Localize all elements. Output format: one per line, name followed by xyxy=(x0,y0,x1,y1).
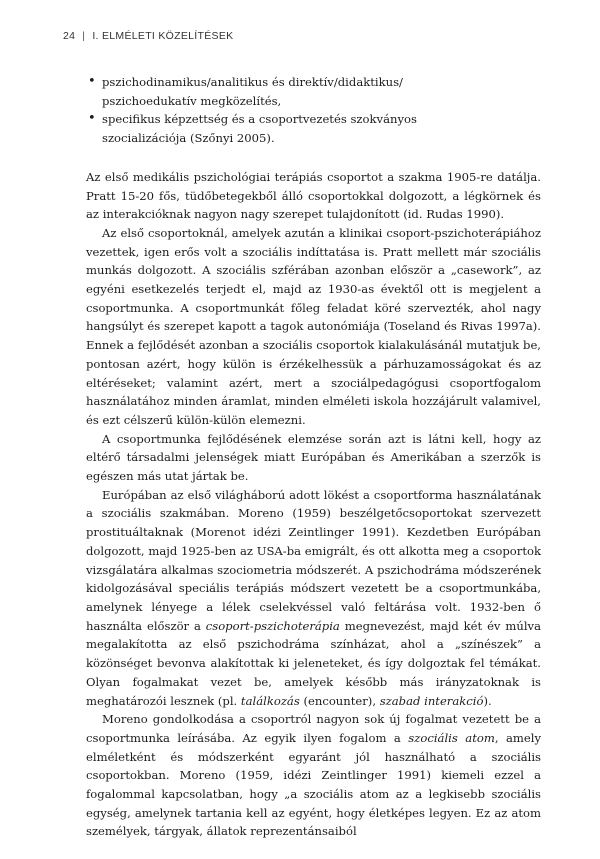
text-run: A csoportmunka fejlődésének elemzése során azt is látni kell, hogy az eltérő társadalmi jelenségek miatt Európában és Amerikában a szerzők is egészen más utat jártak be. xyxy=(86,431,541,484)
text-run: (encounter), xyxy=(299,693,380,708)
paragraph xyxy=(86,486,541,710)
chapter-title: I. ELMÉLETI KÖZELÍTÉSEK xyxy=(92,30,234,42)
text-run: ). xyxy=(483,693,492,708)
italic-term: csoport-pszichoterápia xyxy=(205,618,340,633)
text-run: Az első medikális pszichológiai terápiás csoportot a szakma 1905-re datálja. Pratt 15-20 fős, tüdőbetegekből álló csoportokkal dolgozott, a légkörnek és az interakcióknak nagyon nagy szerepet tulajdonított (id. Rudas 1990). xyxy=(86,169,541,222)
bullet-list xyxy=(86,73,541,148)
list-item: • specifikus képzettség és a csoportvezetés szokványos szocializációja (Szőnyi 2005). xyxy=(86,110,541,147)
paragraph xyxy=(86,710,541,841)
header-separator: | xyxy=(82,30,86,42)
italic-term: szociális atom xyxy=(408,730,495,745)
text-run: Az első csoportoknál, amelyek azután a klinikai csoport-pszichoterápiához vezettek, igen erős volt a szociális indíttatása is. Pratt mellett már szociális munkás dolgozott. A szociális szférában azonban először a „casework”, az egyéni esetkezelés terjedt el, majd az 1930-as évektől ott is megjelent a csoportmunka. A csoportmunkát főleg feladat köré szervezték, ahol nagy hangsúlyt és szerepet kapott a tagok autonómiája (Toseland és Rivas 1997a). Ennek a fejlődését azonban a szociális csoportok kialakulásánál mutatjuk be, pontosan azért, hogy külön is érzékelhessük a párhuzamosságokat és az eltéréseket; valamint azért, mert a szociálpedagógusi csoportfogalom használatához minden áramlat, minden elméleti iskola hozzájárult valamivel, és ezt célszerű külön-külön elemezni. xyxy=(86,225,541,427)
text-run: megnevezést, majd két év múlva megalakította az első pszichodráma színházat, ahol a „színészek” a közönséget bevonva alakítottak ki jeleneteket, és így dolgoztak fel témákat. Olyan fogalmakat vezet be, amelyek később más irányzatoknak is meghatározói lesznek (pl. xyxy=(86,618,541,708)
text-run: , amely elméletként és módszerként egyaránt jól használható a szociális csoportokban. Moreno (1959, idézi Zeintlinger 1991) kiemeli ezzel a fogalommal kapcsolatban, hogy „a szociális atom az a legkisebb szociális egység, amelynek tartania kell az egyént, hogy életképes legyen. Ez az atom személyek, tárgyak, állatok reprezentánsaiból xyxy=(86,730,542,839)
page-number: 24 xyxy=(63,30,76,42)
italic-term: szabad interakció xyxy=(379,693,484,708)
paragraph xyxy=(86,168,541,224)
list-item: • pszichodinamikus/analitikus és direktív/didaktikus/ pszichoedukatív megközelítés, xyxy=(86,73,541,110)
paragraph xyxy=(86,430,541,486)
running-header xyxy=(63,30,233,42)
italic-term: találkozás xyxy=(240,693,300,708)
paragraph xyxy=(86,224,541,430)
text-run: Moreno gondolkodása a csoportról nagyon sok új fogalmat vezetett be a csoportmunka leírásába. Az egyik ilyen fogalom a xyxy=(86,712,541,745)
page-body xyxy=(86,73,541,841)
body-text xyxy=(86,168,541,841)
text-run: Európában az első világháború adott lökést a csoportforma használatának a szociális szakmában. Moreno (1959) beszélgetőcsoportokat szervezett prostituáltaknak (Morenot idézi Zeintlinger 1991). Kezdetben Európában dolgozott, majd 1925-ben az USA-ba emigrált, és ott alkotta meg a csoportok vizsgálatára alkalmas szociometria módszerét. A pszichodráma módszerének kidolgozásával speciális terápiás módszert vezetett be a csoportmunkába, amelynek lényege a lélek cselekvéssel való feltárása volt. 1932-ben ő használta először a xyxy=(86,487,541,633)
